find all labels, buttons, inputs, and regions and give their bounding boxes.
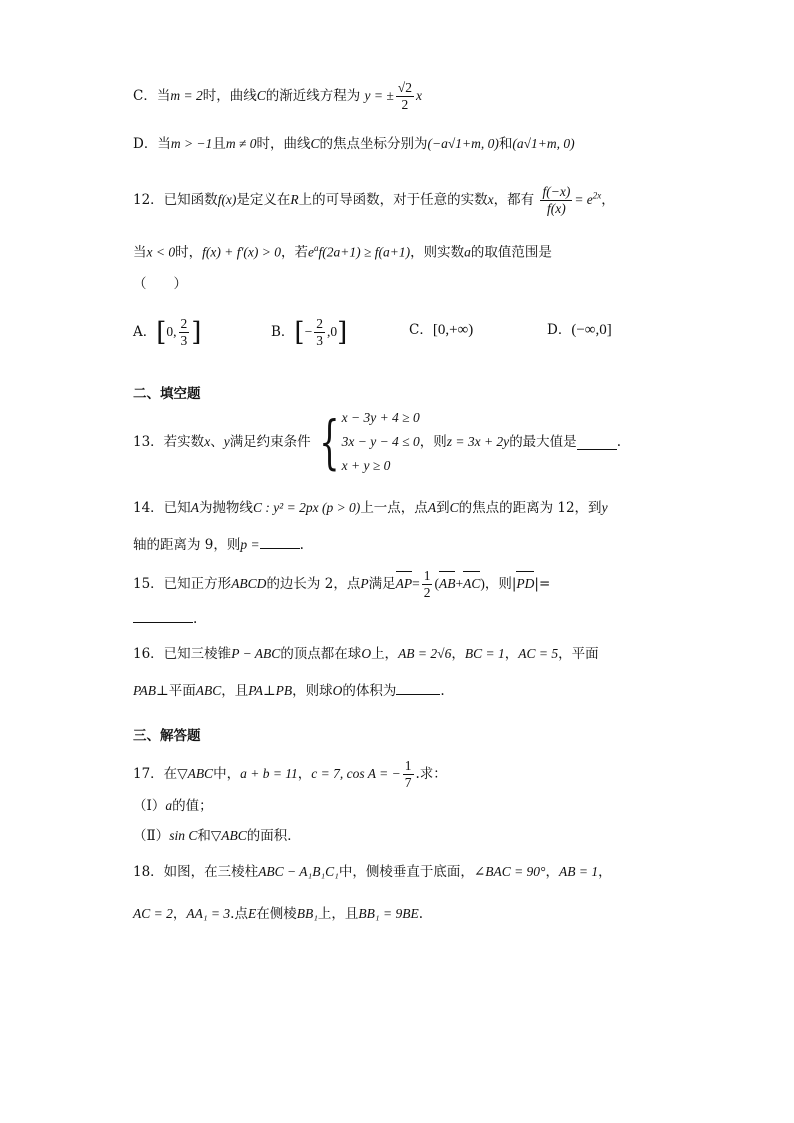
q18-line2: [133, 904, 423, 924]
fraction-numerator: 2: [316, 316, 323, 331]
math: O: [332, 683, 343, 698]
math-exponent: a: [314, 243, 319, 253]
math: (a√1+m, 0): [512, 136, 575, 151]
text: 的值；: [172, 798, 213, 814]
text: 中，: [213, 766, 241, 782]
text: ，平面: [558, 646, 599, 662]
fraction-denominator: 2: [423, 585, 431, 600]
answer-parentheses: （ ）: [133, 276, 187, 292]
math: y: [223, 434, 230, 449]
option-label: A．: [133, 324, 157, 340]
option-label: D．: [547, 322, 572, 338]
text: 是定义在: [236, 192, 291, 208]
math: m = 2: [170, 88, 203, 103]
vector: PD: [516, 574, 534, 594]
text: 上的可导函数，对于任意的实数: [298, 192, 488, 208]
q12-option-c: [409, 320, 473, 340]
math: AA₁ = 3: [186, 906, 231, 921]
option-label: C．: [409, 322, 433, 338]
math: y = ±: [364, 88, 394, 103]
vector: AC: [463, 574, 480, 594]
math: O: [361, 646, 372, 661]
text: 、: [210, 434, 224, 450]
text: ，则: [419, 434, 447, 450]
q11-option-d: [133, 134, 575, 154]
text: 的最大值是: [509, 434, 577, 450]
text: ，则|: [484, 576, 517, 592]
q16-line1: [133, 644, 599, 664]
math: x: [415, 88, 422, 103]
text: 的渐近线方程为: [265, 88, 361, 104]
math: f(x) + f′(x) > 0: [202, 244, 281, 260]
system-brace: {: [318, 408, 340, 476]
text: .点: [230, 906, 248, 922]
fraction: [179, 316, 190, 349]
math: a: [464, 244, 471, 260]
fraction: [314, 316, 325, 349]
text: 的焦点的距离为 12，到: [458, 500, 602, 516]
text: 14．已知: [133, 500, 191, 516]
text: ，: [598, 864, 612, 880]
text: ，: [545, 864, 559, 880]
math: BB₁: [296, 906, 318, 921]
q17-line1: [133, 758, 447, 791]
text: 18．如图，在三棱柱: [133, 864, 259, 880]
q15-line2: [133, 608, 197, 629]
fraction: [396, 80, 414, 113]
text: 轴的距离为 9，则: [133, 537, 241, 553]
text: 的取值范围是: [470, 244, 552, 261]
text: ，则实数: [410, 244, 465, 261]
math: PAB: [133, 683, 156, 698]
math: A: [190, 500, 199, 515]
option-label: B．: [271, 324, 295, 340]
text: ，: [451, 646, 465, 662]
text: 的焦点坐标分别为: [319, 136, 428, 152]
fraction-numerator: √2: [397, 80, 412, 95]
text: 16．已知三棱锥: [133, 646, 232, 662]
math: +: [455, 576, 464, 591]
text: 12．已知函数: [133, 192, 218, 208]
text: 17．在: [133, 766, 178, 782]
text: ，: [601, 192, 615, 208]
math: PA⊥PB: [248, 683, 293, 698]
text: 到: [436, 500, 450, 516]
math: C: [449, 500, 459, 515]
math: AC = 2: [133, 906, 173, 921]
fraction: [403, 758, 414, 791]
text: 的面积．: [246, 828, 301, 844]
q12-option-d: [547, 320, 612, 340]
q14-line1: [133, 498, 608, 518]
text: ，则球: [292, 683, 333, 699]
math: z = 3x + 2y: [446, 434, 510, 449]
text: 上，且: [317, 906, 359, 922]
q12-paren: [133, 274, 187, 294]
text: 时，曲线: [202, 88, 257, 104]
constraint: 3x − y − 4 ≤ 0: [341, 434, 420, 449]
math: (−a√1+m, 0): [427, 136, 499, 151]
text: （Ⅱ）: [133, 828, 170, 844]
text: .: [193, 611, 198, 627]
fraction-denominator: 7: [404, 775, 412, 790]
text: D．当: [133, 136, 171, 152]
answer-blank[interactable]: [396, 680, 440, 695]
text: 和: [197, 828, 211, 844]
math: (−∞,0]: [571, 322, 612, 338]
q11-option-c: [133, 80, 422, 113]
text: .: [616, 434, 621, 450]
math: =: [412, 576, 420, 591]
math: AB = 2√6: [398, 646, 452, 661]
math: R: [290, 192, 299, 207]
math: [0,+∞): [432, 322, 474, 338]
math: ▽ABC: [177, 766, 214, 781]
text: ，且: [221, 683, 249, 699]
math: x: [204, 434, 211, 449]
math: ▽ABC: [210, 828, 247, 843]
math: a + b = 11: [240, 766, 298, 781]
math: p =: [240, 537, 260, 552]
q12-option-b: B．[− $\frac{2}{3}$ ,0]: [271, 316, 348, 348]
math: f(2a+1) ≥ f(a+1): [318, 244, 411, 260]
math: ABC − A₁B₁C₁: [258, 864, 339, 879]
fraction-numerator: f(−x): [542, 184, 571, 199]
vector: AP: [396, 574, 413, 594]
text: 时，: [175, 244, 203, 261]
q17-part-i: [133, 796, 213, 816]
math: c = 7, cos A = −: [311, 766, 401, 781]
text: 为抛物线: [198, 500, 253, 516]
text: .: [299, 537, 304, 553]
text: 上一点，点: [360, 500, 428, 516]
math: (: [434, 576, 439, 591]
text: .求：: [415, 766, 447, 782]
math: AB = 1: [558, 864, 599, 879]
text: 在侧棱: [256, 906, 297, 922]
constraint: x + y ≥ 0: [341, 458, 391, 473]
math: C: [310, 136, 320, 151]
text: ，: [504, 646, 519, 662]
q12-line1: [133, 184, 615, 217]
math: ): [480, 576, 485, 591]
q13: [133, 406, 621, 478]
math: = e: [574, 192, 593, 207]
answer-blank[interactable]: [577, 435, 617, 450]
math: C: [256, 88, 266, 103]
q17-part-ii: [133, 826, 301, 846]
text: 上，: [371, 646, 399, 662]
math: P: [360, 576, 369, 591]
text: 13．若实数: [133, 434, 205, 450]
math: f(x): [217, 192, 237, 207]
fraction-denominator: 2: [401, 97, 409, 112]
text: ，: [297, 766, 312, 782]
math: m > −1: [170, 136, 213, 151]
text: ，: [172, 906, 187, 922]
text: 当: [133, 244, 147, 261]
math: AC = 5: [518, 646, 559, 661]
section-answer-heading: 三、解答题: [133, 728, 201, 744]
fraction: [540, 184, 572, 217]
q15-line1: [133, 568, 550, 601]
math: 0,: [166, 324, 177, 339]
text: 的顶点都在球: [280, 646, 362, 662]
math: m ≠ 0: [225, 136, 257, 151]
math: ,0: [326, 324, 338, 339]
fraction: [422, 568, 433, 601]
math: sin C: [169, 828, 198, 843]
text: .: [418, 906, 423, 922]
q12-option-a: A．[0, $\frac{2}{3}$ ]: [133, 316, 202, 348]
text: ⊥平面: [156, 683, 196, 699]
text: 和: [498, 136, 513, 152]
math: E: [247, 906, 257, 921]
text: 满足约束条件: [229, 434, 311, 450]
math: −: [304, 324, 313, 339]
constraint-system: [342, 406, 420, 478]
math: A: [427, 500, 437, 515]
fraction-denominator: f(x): [547, 201, 566, 216]
math: BC = 1: [464, 646, 505, 661]
math: e: [308, 244, 314, 260]
math: x: [487, 192, 494, 207]
fraction-numerator: 1: [404, 758, 412, 773]
math: ∠BAC = 90°: [473, 864, 546, 879]
text: |=: [534, 576, 551, 592]
fraction-numerator: 1: [423, 568, 431, 583]
math: P − ABC: [231, 646, 281, 661]
q12-line2: [133, 238, 552, 263]
text: 满足: [368, 576, 396, 592]
constraint: x − 3y + 4 ≥ 0: [341, 410, 420, 425]
text: C．当: [133, 88, 171, 104]
answer-blank[interactable]: [133, 608, 193, 623]
fraction-denominator: 3: [316, 333, 323, 348]
math: BB₁ = 9BE: [358, 906, 419, 921]
text: 的体积为: [342, 683, 397, 699]
q18-line1: [133, 862, 612, 882]
math: ABCD: [231, 576, 267, 591]
math: y: [601, 500, 608, 515]
fraction-denominator: 3: [180, 333, 188, 348]
text: 且: [212, 136, 226, 152]
vector: AB: [439, 574, 456, 594]
text: 时，曲线: [256, 136, 311, 152]
math: x < 0: [146, 244, 176, 260]
fraction-numerator: 2: [180, 316, 188, 331]
text: .: [440, 683, 445, 699]
q14-line2: [133, 534, 304, 555]
math: a: [165, 798, 173, 813]
text: ，若: [281, 244, 308, 261]
text: 的边长为 2，点: [266, 576, 361, 592]
math: C : y² = 2px (p > 0): [252, 500, 361, 515]
math: ABC: [195, 683, 222, 698]
section-fill-in-heading: 二、填空题: [133, 386, 201, 402]
text: （Ⅰ）: [133, 798, 166, 814]
text: ，都有: [493, 192, 535, 208]
q16-line2: [133, 680, 445, 701]
text: 中，侧棱垂直于底面，: [338, 864, 474, 880]
math-exponent: 2x: [592, 190, 602, 201]
text: 15．已知正方形: [133, 576, 232, 592]
answer-blank[interactable]: [260, 534, 300, 549]
